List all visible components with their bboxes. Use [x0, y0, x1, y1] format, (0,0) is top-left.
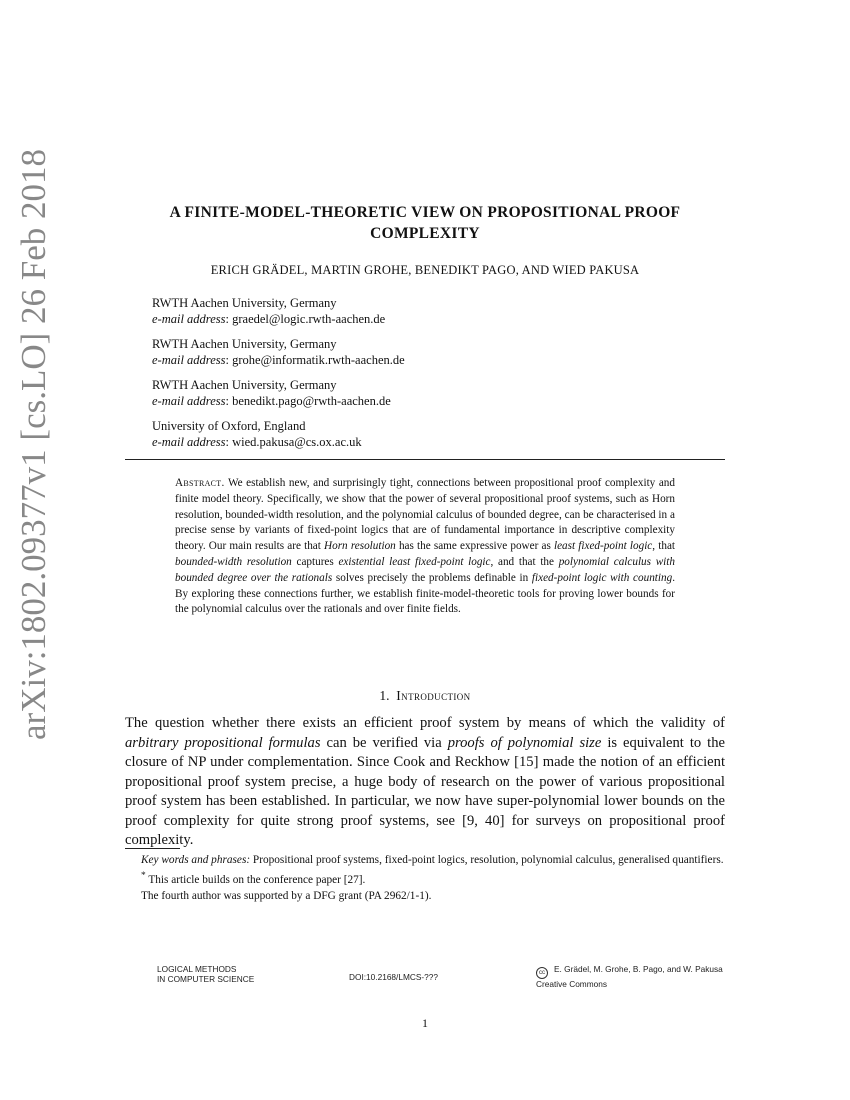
email-address[interactable]: benedikt.pago@rwth-aachen.de [232, 394, 391, 408]
abstract-emphasis: existential least fixed-point logic [338, 555, 491, 568]
email-label: e-mail address [152, 353, 226, 367]
paper-title-line-1: A FINITE-MODEL-THEORETIC VIEW ON PROPOSITIONAL PROOF [169, 204, 681, 221]
abstract-emphasis: Horn resolution [324, 540, 396, 553]
abstract-text: has the same expressive power as [395, 540, 554, 553]
abstract [175, 476, 675, 618]
abstract-text: captures [291, 555, 339, 568]
affiliation-1: RWTH Aachen University, Germany e-mail address: graedel@logic.rwth-aachen.de [152, 296, 386, 326]
abstract-text: solves precisely the problems definable in [332, 571, 532, 584]
funding-footnote: The fourth author was supported by a DFG grant (PA 2962/1-1). [141, 889, 432, 902]
footnote-text: This article builds on the conference paper [27]. [145, 873, 366, 886]
email-label: e-mail address [152, 312, 226, 326]
abstract-text: , that [652, 540, 676, 553]
header-divider [125, 459, 725, 460]
section-heading [125, 688, 725, 704]
journal-name-line-1: LOGICAL METHODS [157, 964, 237, 974]
abstract-text: We establish new, and surprisingly tight, connections between propositional proof complexity and finite model theory. Specifically, we show that the power of several propositional proof systems, such as Horn resolution, bounded-width resolution, and the polynomial calculus of bounded degree, can be characterised in a precise sense by variants of fixed-point logics that are of fundamental importance in descriptive complexity theory. Our main results are that [175, 477, 675, 553]
email-address[interactable]: grohe@informatik.rwth-aachen.de [232, 353, 405, 367]
intro-emphasis: arbitrary propositional formulas [125, 734, 321, 751]
footnotes [125, 852, 725, 904]
keywords-label: Key words and phrases: [141, 854, 251, 866]
conference-footnote [125, 868, 725, 888]
copyright-cc-icon: cc [536, 967, 548, 979]
email-address[interactable]: graedel@logic.rwth-aachen.de [232, 312, 386, 326]
keywords-footnote [125, 852, 725, 868]
author-list: ERICH GRÄDEL, MARTIN GROHE, BENEDIKT PAGO, AND WIED PAKUSA [210, 263, 640, 277]
abstract-label: Abstract. [175, 477, 225, 489]
abstract-emphasis: polynomial calculus with bounded degree over the rationals [175, 555, 675, 584]
affiliation-institution: RWTH Aachen University, Germany [152, 337, 337, 351]
abstract-emphasis: bounded-width resolution [175, 555, 292, 568]
paper-title [125, 202, 725, 244]
intro-emphasis: proofs of polynomial size [447, 734, 602, 751]
abstract-emphasis: least fixed-point logic [553, 540, 653, 553]
intro-text: The question whether there exists an efficient proof system by means of which the validity of [125, 715, 725, 731]
email-label: e-mail address [152, 435, 226, 449]
section-number: 1. [379, 688, 390, 703]
abstract-emphasis: fixed-point logic with counting [531, 571, 673, 584]
affiliation-institution: RWTH Aachen University, Germany [152, 378, 337, 392]
intro-paragraph [125, 714, 725, 851]
doi[interactable]: DOI:10.2168/LMCS-??? [349, 972, 439, 982]
affiliation-2: RWTH Aachen University, Germany e-mail address: grohe@informatik.rwth-aachen.de [152, 337, 405, 367]
keywords-text: Propositional proof systems, fixed-point logics, resolution, polynomial calculus, generalised quantifiers. [250, 854, 724, 866]
abstract-text: , and that the [490, 555, 559, 568]
footnote-mark: * [141, 871, 146, 881]
journal-name-line-2: IN COMPUTER SCIENCE [157, 974, 255, 984]
footnote-divider [125, 848, 180, 849]
affiliation-3: RWTH Aachen University, Germany e-mail address: benedikt.pago@rwth-aachen.de [152, 378, 391, 408]
copyright-holders: E. Grädel, M. Grohe, B. Pago, and W. Pakusa [554, 964, 723, 974]
email-address[interactable]: wied.pakusa@cs.ox.ac.uk [232, 435, 362, 449]
email-label: e-mail address [152, 394, 226, 408]
intro-text: can be verified via [320, 734, 448, 751]
copyright-block [536, 964, 723, 989]
paper-title-line-2: COMPLEXITY [370, 225, 480, 242]
arxiv-identifier-stamp: arXiv:1802.09377v1 [cs.LO] 26 Feb 2018 [14, 148, 53, 740]
affiliation-institution: RWTH Aachen University, Germany [152, 296, 337, 310]
affiliation-institution: University of Oxford, England [152, 419, 306, 433]
intro-text: is equivalent to the closure of NP under complementation. Since Cook and Reckhow [15] made the notion of an efficient propositional proof system precise, a huge body of research on the power of various propositional proof system has been established. In particular, we now have super-polynomial lower bounds on the proof complexity for quite strong proof systems, see [9, 40] for surveys on propositional proof complexity. [125, 734, 725, 848]
page-number: 1 [422, 1016, 428, 1030]
journal-name [157, 964, 254, 984]
license-text: Creative Commons [536, 979, 608, 989]
section-title: Introduction [396, 688, 471, 703]
affiliation-4: University of Oxford, England e-mail address: wied.pakusa@cs.ox.ac.uk [152, 419, 362, 449]
abstract-text: . By exploring these connections further, we establish finite-model-theoretic tools for proving lower bounds for the polynomial calculus over the rationals and over finite fields. [175, 571, 675, 616]
